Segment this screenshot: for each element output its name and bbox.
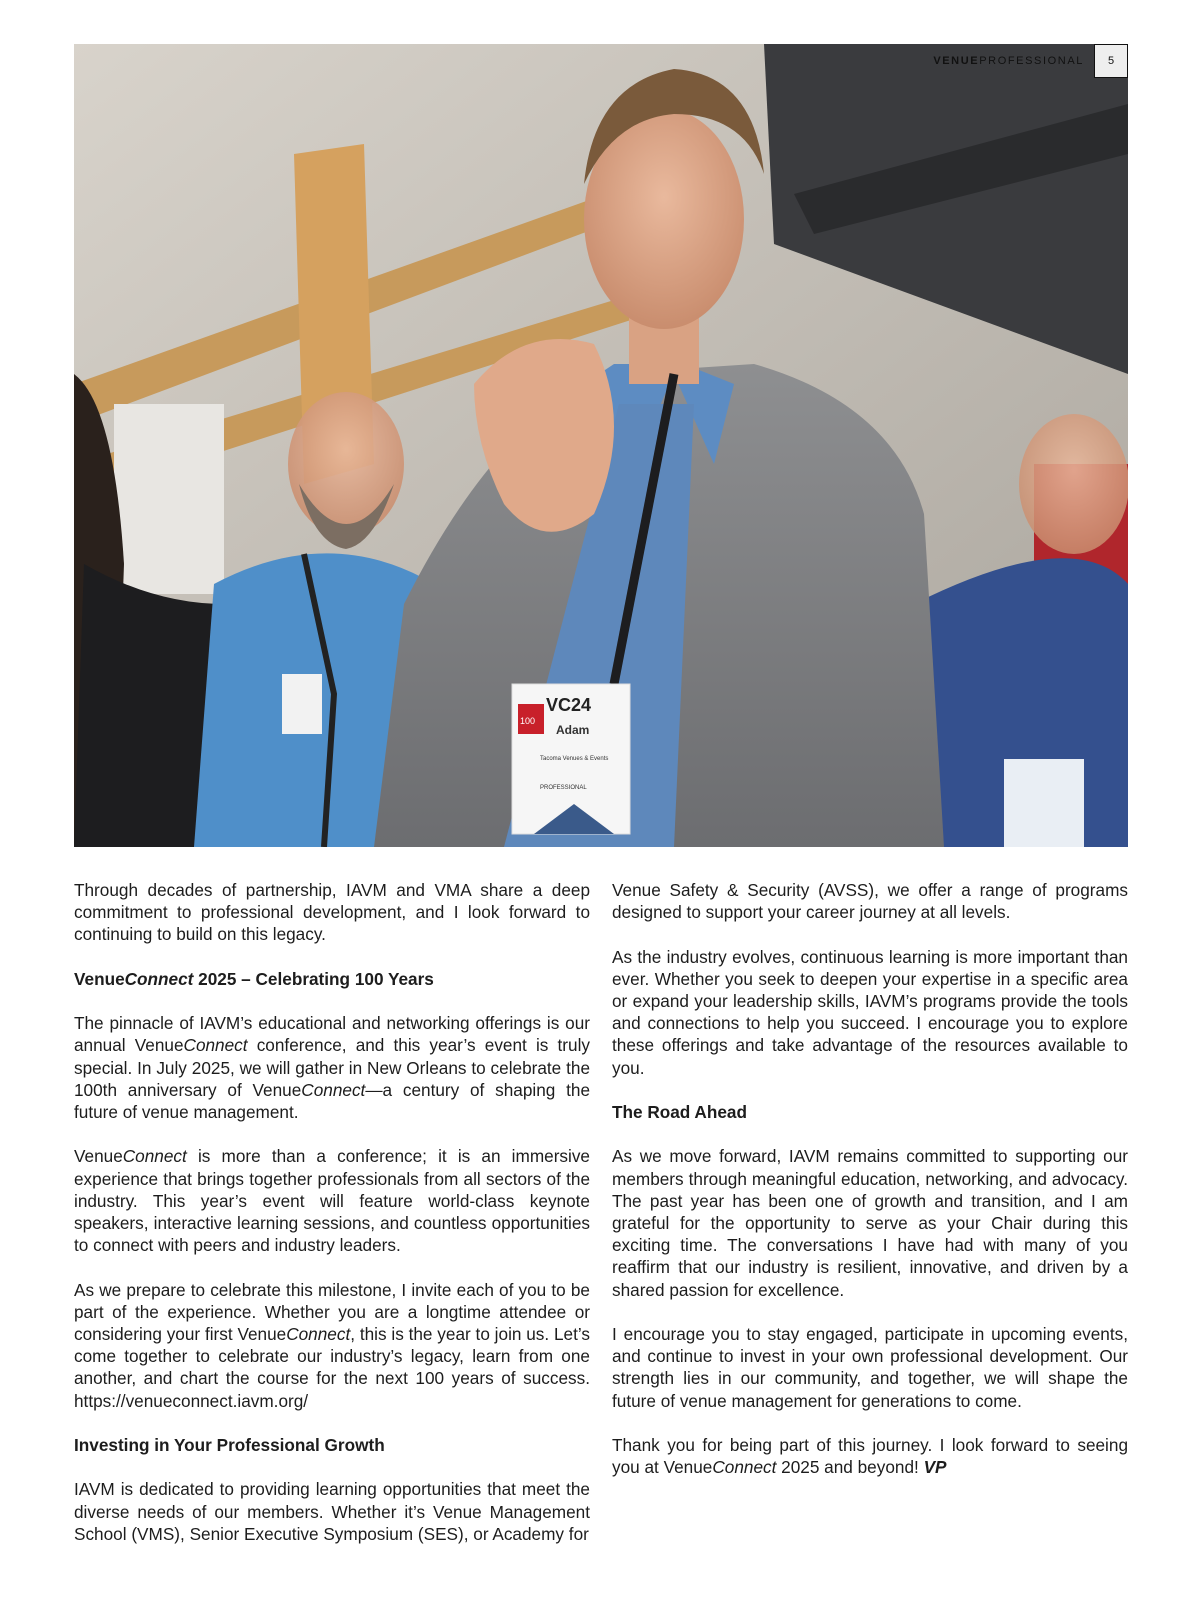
text-italic: Connect (712, 1457, 777, 1478)
left-paragraph-2 (74, 1012, 590, 1123)
right-column (612, 879, 1128, 1501)
text-italic: Connect (286, 1324, 351, 1344)
page-number: 5 (1094, 44, 1128, 78)
heading-professional-growth: Investing in Your Professional Growth (74, 1435, 385, 1455)
heading-road-ahead: The Road Ahead (612, 1102, 747, 1122)
left-paragraph-3 (74, 1145, 590, 1256)
heading-venueconnect (74, 968, 590, 990)
text-run: Venue (74, 1146, 123, 1167)
heading-part: 2025 – Celebrating 100 Years (193, 968, 434, 989)
brand-name (933, 55, 1094, 67)
left-paragraph-1: Through decades of partnership, IAVM and VMA share a deep commitment to professional development, and I look forward to continuing to build on this legacy. (74, 880, 590, 945)
text-run: Thank you for being part of this journey. I look forward to seeing you at Venue (612, 1435, 1128, 1478)
masthead (933, 44, 1128, 78)
text-run: —a century of shaping the future of venue management. (74, 1079, 590, 1122)
text-run: is more than a conference; it is an immersive experience that brings together professionals from all sectors of the industry. This year’s event will feature world-class keynote speakers, interactive learning sessions, and countless opportunities to connect with peers and industry leaders. (74, 1146, 590, 1256)
right-paragraph-3: As we move forward, IAVM remains committed to supporting our members through meaningful education, networking, and advocacy. The past year has been one of growth and transition, and I am grateful for the opportunity to serve as your Chair during this exciting time. The conversations I have had with many of you reaffirm that our industry is resilient, innovative, and driven by a shared passion for excellence. (612, 1146, 1128, 1300)
brand-bold: VENUE (933, 55, 980, 67)
right-paragraph-1: Venue Safety & Security (AVSS), we offer a range of programs designed to support your career journey at all levels. (612, 880, 1128, 923)
photo-illustration (74, 44, 1128, 847)
text-run: conference, and this year’s event is truly special. In July 2025, we will gather in New Orleans to celebrate the 100th anniversary of Venue (74, 1035, 590, 1100)
heading-part: Venue (74, 968, 125, 989)
text-run: 2025 and beyond! (776, 1457, 924, 1478)
right-paragraph-4: I encourage you to stay engaged, participate in upcoming events, and continue to invest in your own professional development. Our strength lies in our community, and together, we will shape the future of venue management for generations to come. (612, 1324, 1128, 1411)
text-italic: Connect (122, 1146, 187, 1167)
badge-name: Adam (556, 723, 590, 737)
left-paragraph-4 (74, 1279, 590, 1412)
badge-org: Tacoma Venues & Events (540, 756, 609, 762)
hero-photo (74, 44, 1128, 847)
signature-mark: VP (923, 1457, 947, 1478)
badge-event: VC24 (546, 695, 592, 715)
heading-italic: Connect (124, 968, 194, 989)
right-paragraph-5 (612, 1434, 1128, 1478)
text-italic: Connect (301, 1079, 366, 1100)
right-paragraph-2: As the industry evolves, continuous learning is more important than ever. Whether you seek to deepen your expertise in a specific area or expand your leadership skills, IAVM’s programs provide the tools and connections to help you succeed. I encourage you to explore these offerings and take advantage of the resources available to you. (612, 946, 1128, 1078)
text-italic: Connect (183, 1035, 248, 1056)
badge-label: PROFESSIONAL (540, 785, 587, 791)
text-run: , this is the year to join us. Let’s come together to celebrate our industry’s legacy, learn from one another, and chart the course for the next 100 years of success. https://venueconnect.iavm.org/ (74, 1324, 590, 1411)
text-run: As we prepare to celebrate this milestone, I invite each of you to be part of the experience. Whether you are a longtime attendee or considering your first Venue (74, 1279, 590, 1344)
left-column (74, 879, 590, 1567)
brand-light: PROFESSIONAL (979, 55, 1084, 67)
left-paragraph-5: IAVM is dedicated to providing learning opportunities that meet the diverse needs of our members. Whether it’s Venue Management School (VMS), Senior Executive Symposium (SES), or Academy for (74, 1479, 590, 1544)
badge-100: 100 (520, 716, 536, 726)
text-run: The pinnacle of IAVM’s educational and networking offerings is our annual Venue (74, 1013, 590, 1056)
